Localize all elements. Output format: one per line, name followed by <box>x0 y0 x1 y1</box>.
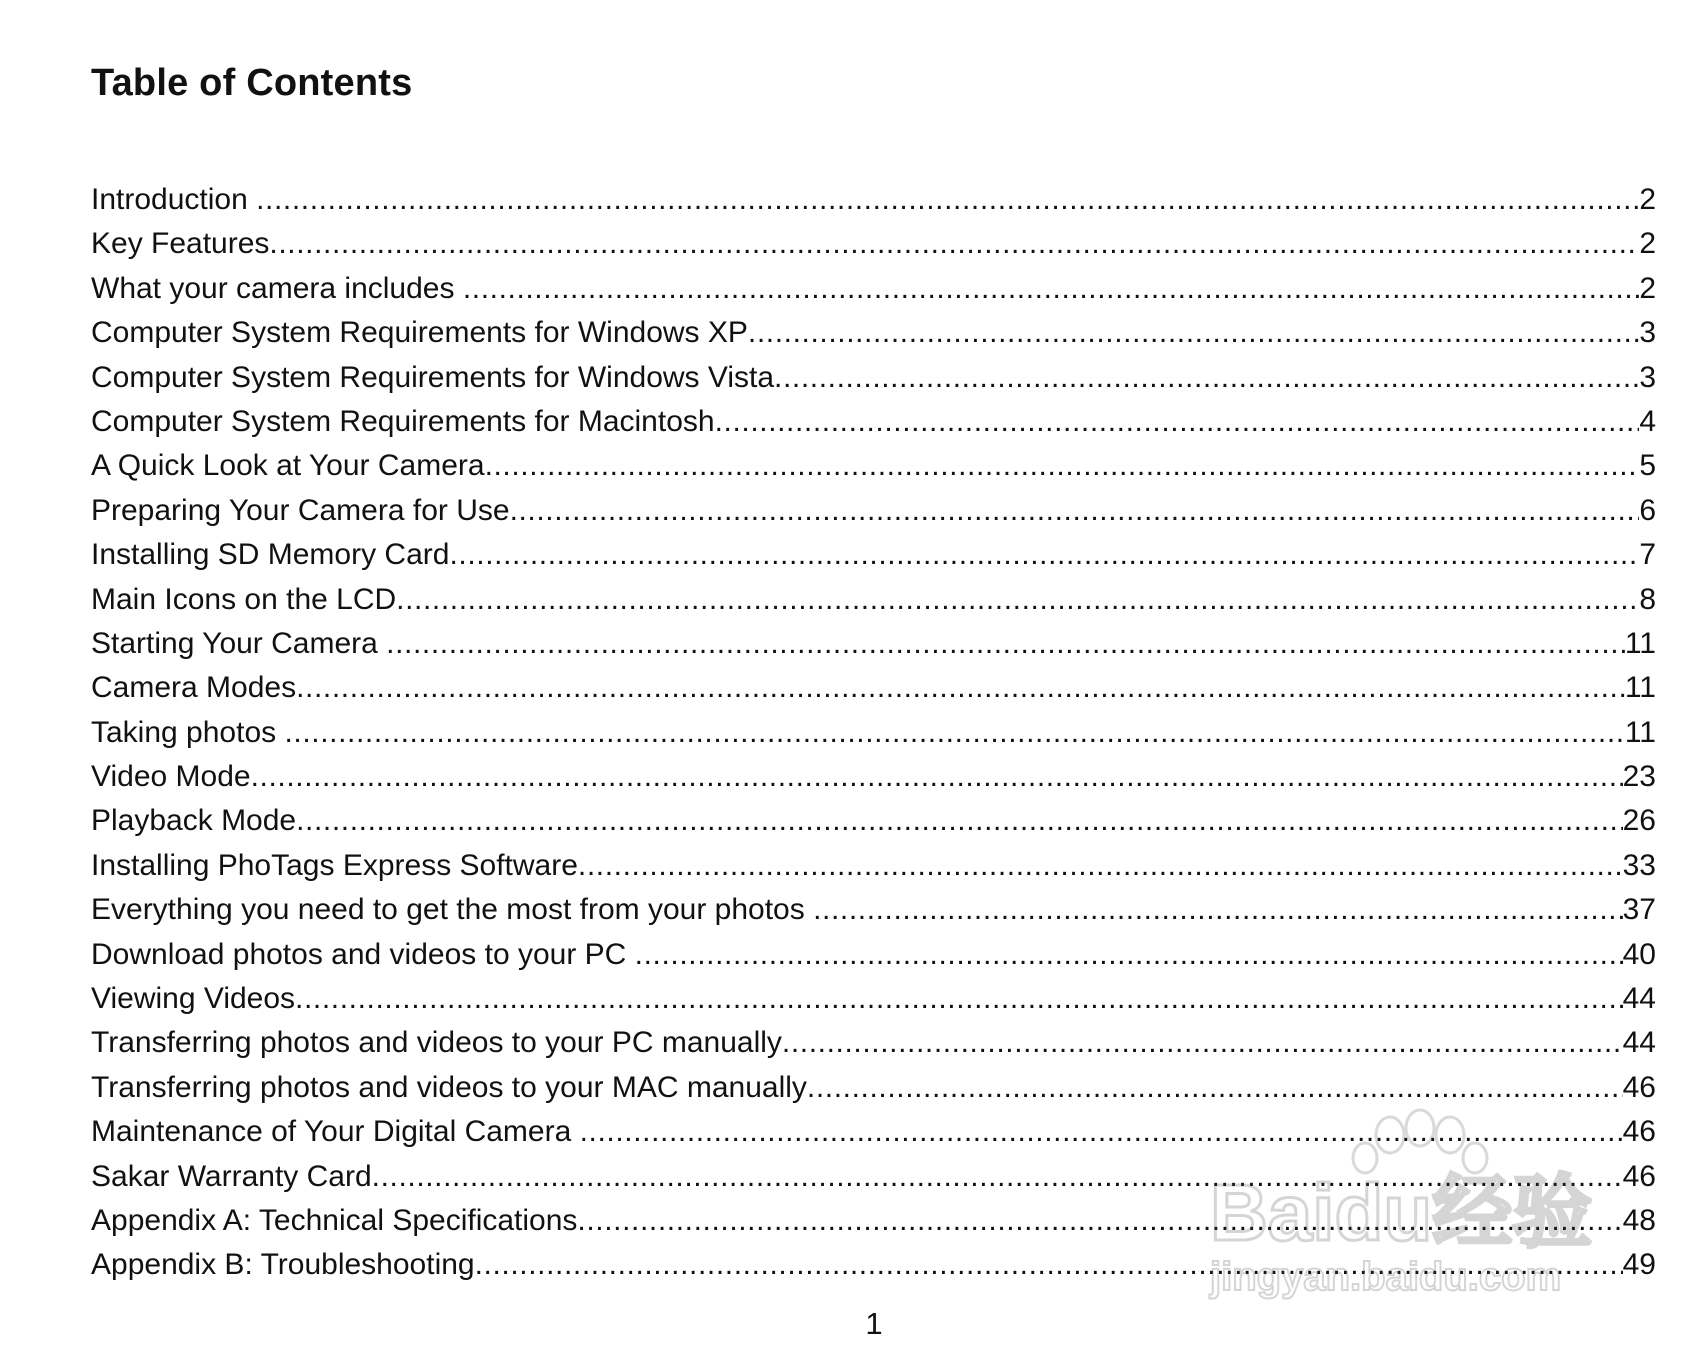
toc-entry <box>91 622 1656 666</box>
toc-dot-leader <box>396 578 1639 622</box>
watermark-line2: jingyan.baidu.com <box>1210 1255 1562 1299</box>
toc-entry-page: 3 <box>1639 316 1656 350</box>
toc-entry-label: Transferring photos and videos to your PC manually <box>91 1026 782 1060</box>
toc-entry-label: What your camera includes <box>91 271 463 305</box>
toc-entry-page: 11 <box>1624 715 1656 749</box>
toc-entry-page: 6 <box>1639 493 1656 527</box>
page-title: Table of Contents <box>91 62 413 104</box>
toc-entry-page: 5 <box>1639 449 1656 483</box>
toc-dot-leader <box>256 178 1639 222</box>
toc-entry-label: Playback Mode <box>91 804 297 838</box>
toc-entry-label: Main Icons on the LCD <box>91 582 397 616</box>
toc-entry-label: Everything you need to get the most from your photos <box>91 893 814 927</box>
toc-dot-leader <box>577 1199 1622 1243</box>
toc-entry-label: Computer System Requirements for Windows XP <box>91 316 748 350</box>
toc-entry-label: Appendix B: Troubleshooting <box>91 1248 475 1282</box>
toc-entry <box>91 400 1656 444</box>
toc-entry <box>91 267 1656 311</box>
toc-dot-leader <box>635 933 1623 977</box>
toc-entry-label: Computer System Requirements for Windows Vista <box>91 360 775 394</box>
toc-entry <box>91 799 1656 843</box>
toc-entry-page: 44 <box>1622 1026 1656 1060</box>
toc-entry <box>91 1243 1656 1287</box>
toc-entry <box>91 222 1656 266</box>
toc-entry-page: 11 <box>1624 671 1656 705</box>
toc-dot-leader <box>510 489 1640 533</box>
toc-entry-page: 11 <box>1624 626 1656 660</box>
toc-entry-label: Preparing Your Camera for Use <box>91 493 510 527</box>
toc-entry-label: Taking photos <box>91 715 285 749</box>
toc-entry <box>91 356 1656 400</box>
toc-entry <box>91 977 1656 1021</box>
toc-entry-label: Sakar Warranty Card <box>91 1159 372 1193</box>
toc-entry <box>91 844 1656 888</box>
toc-dot-leader <box>386 622 1625 666</box>
toc-entry-page: 37 <box>1622 893 1656 927</box>
toc-dot-leader <box>449 533 1639 577</box>
toc-entry <box>91 578 1656 622</box>
toc-entry-label: Introduction <box>91 183 257 216</box>
toc-entry <box>91 1066 1656 1110</box>
toc-dot-leader <box>580 1110 1623 1154</box>
toc-entry <box>91 933 1656 977</box>
toc-entry-page: 26 <box>1622 804 1656 838</box>
toc-entry-label: A Quick Look at Your Camera <box>91 449 485 483</box>
toc-dot-leader <box>284 711 1624 755</box>
toc-entry <box>91 1155 1656 1199</box>
toc-entry <box>91 1199 1656 1243</box>
toc-entry-page: 3 <box>1639 360 1656 394</box>
toc-entry-page: 40 <box>1622 937 1656 971</box>
toc-entry-label: Viewing Videos <box>91 982 296 1016</box>
toc-entry-label: Computer System Requirements for Macintosh <box>91 404 715 438</box>
toc-entry <box>91 666 1656 710</box>
toc-entry-page: 33 <box>1622 848 1656 882</box>
toc-entry-label: Installing SD Memory Card <box>91 538 450 572</box>
toc-entry-page: 2 <box>1639 271 1656 305</box>
toc-entry-label: Download photos and videos to your PC <box>91 937 635 971</box>
toc-entry <box>91 533 1656 577</box>
toc-entry-label: Video Mode <box>91 760 251 794</box>
watermark-line1: Baidu经验 <box>1210 1168 1593 1257</box>
toc-dot-leader <box>475 1243 1623 1287</box>
toc-entry <box>91 311 1656 355</box>
toc-dot-leader <box>715 400 1640 444</box>
toc-entry <box>91 888 1656 932</box>
toc-dot-leader <box>296 666 1625 710</box>
toc-dot-leader <box>813 888 1623 932</box>
toc-entry-page: 7 <box>1639 538 1656 572</box>
toc-dot-leader <box>269 222 1639 266</box>
toc-entry-label: Transferring photos and videos to your MAC manually <box>91 1070 807 1104</box>
toc-entry-page: 49 <box>1622 1248 1656 1282</box>
toc-entry-label: Maintenance of Your Digital Camera <box>91 1115 580 1149</box>
toc-entry <box>91 1110 1656 1154</box>
toc-entry-page: 46 <box>1622 1070 1656 1104</box>
toc-dot-leader <box>807 1066 1623 1110</box>
toc-list <box>91 178 1656 1288</box>
toc-dot-leader <box>295 977 1623 1021</box>
toc-entry <box>91 755 1656 799</box>
toc-entry <box>91 1021 1656 1065</box>
toc-entry-page: 44 <box>1622 982 1656 1016</box>
toc-entry-page: 2 <box>1639 183 1656 216</box>
toc-entry-label: Installing PhoTags Express Software <box>91 848 578 882</box>
toc-dot-leader <box>251 755 1623 799</box>
toc-dot-leader <box>296 799 1623 843</box>
toc-entry <box>91 489 1656 533</box>
toc-entry-page: 46 <box>1622 1115 1656 1149</box>
toc-entry-label: Appendix A: Technical Specifications <box>91 1203 578 1237</box>
toc-dot-leader <box>578 844 1623 888</box>
toc-entry-page: 4 <box>1639 404 1656 438</box>
toc-dot-leader <box>774 356 1639 400</box>
toc-dot-leader <box>485 444 1640 488</box>
toc-entry-page: 8 <box>1639 582 1656 616</box>
toc-entry <box>91 711 1656 755</box>
toc-entry-label: Camera Modes <box>91 671 297 705</box>
page-number: 1 <box>865 1306 883 1341</box>
toc-entry-page: 48 <box>1622 1203 1656 1237</box>
toc-dot-leader <box>463 267 1639 311</box>
toc-entry <box>91 444 1656 488</box>
toc-entry-page: 46 <box>1622 1159 1656 1193</box>
toc-dot-leader <box>782 1021 1623 1065</box>
toc-dot-leader <box>372 1155 1623 1199</box>
toc-dot-leader <box>748 311 1639 355</box>
toc-entry <box>91 178 1656 222</box>
toc-entry-label: Key Features <box>91 227 270 261</box>
toc-entry-label: Starting Your Camera <box>91 626 387 660</box>
toc-entry-page: 2 <box>1639 227 1656 261</box>
toc-entry-page: 23 <box>1622 760 1656 794</box>
